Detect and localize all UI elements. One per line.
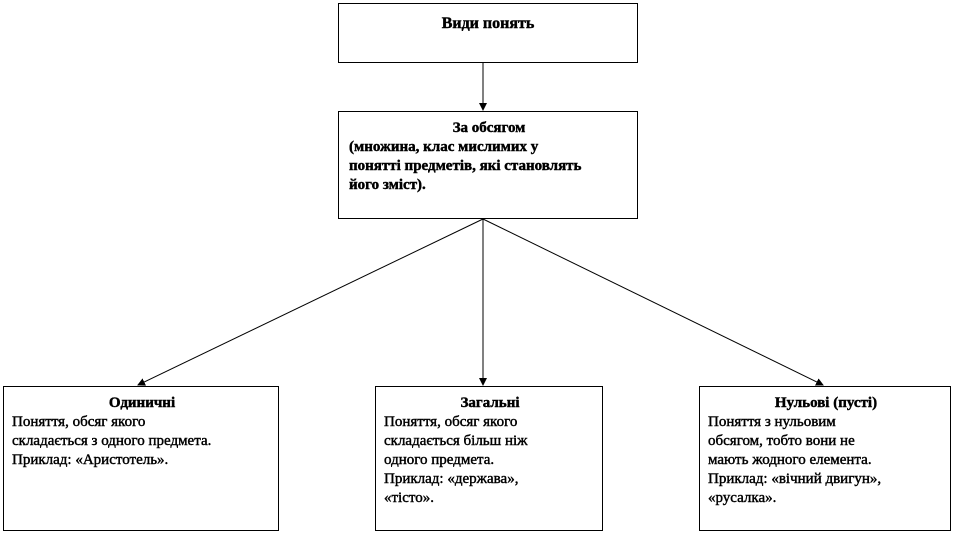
definition-line: одного предмета.	[384, 452, 495, 468]
arrow-volume-to-single	[138, 219, 483, 385]
definition-line: Поняття, обсяг якого	[12, 414, 146, 430]
example-line: Приклад: «вічний двигун»,	[708, 471, 882, 487]
volume-criterion-box	[338, 111, 638, 219]
definition-line: Поняття з нульовим	[708, 414, 836, 430]
definition-line: Поняття, обсяг якого	[384, 414, 518, 430]
root-concept-box	[338, 3, 638, 63]
example-line: Приклад: «Аристотель».	[12, 452, 169, 468]
null-concepts-title: Нульові (пусті)	[774, 395, 878, 411]
definition-line: складається з одного предмета.	[12, 433, 212, 449]
definition-line: складається більш ніж	[384, 433, 528, 449]
definition-line: обсягом, тобто вони не	[708, 433, 855, 449]
example-line: «тісто».	[384, 490, 434, 506]
example-line: «русалка».	[708, 490, 777, 506]
single-concepts-title: Одиничні	[108, 395, 176, 411]
arrow-volume-to-null	[483, 219, 823, 385]
volume-criterion-description	[349, 138, 629, 195]
description-line: його зміст).	[349, 177, 426, 193]
general-concepts-title: Загальні	[460, 395, 520, 411]
definition-line: мають жодного елемента.	[708, 452, 872, 468]
example-line: Приклад: «держава»,	[384, 471, 519, 487]
description-line: (множина, клас мислимих у	[349, 139, 539, 155]
root-concept-title: Види понять	[441, 15, 535, 32]
volume-criterion-title: За обсягом	[452, 120, 526, 136]
null-concepts-box	[699, 386, 951, 531]
single-concepts-box	[3, 386, 279, 531]
description-line: понятті предметів, які становлять	[349, 158, 582, 174]
general-concepts-box	[375, 386, 603, 531]
